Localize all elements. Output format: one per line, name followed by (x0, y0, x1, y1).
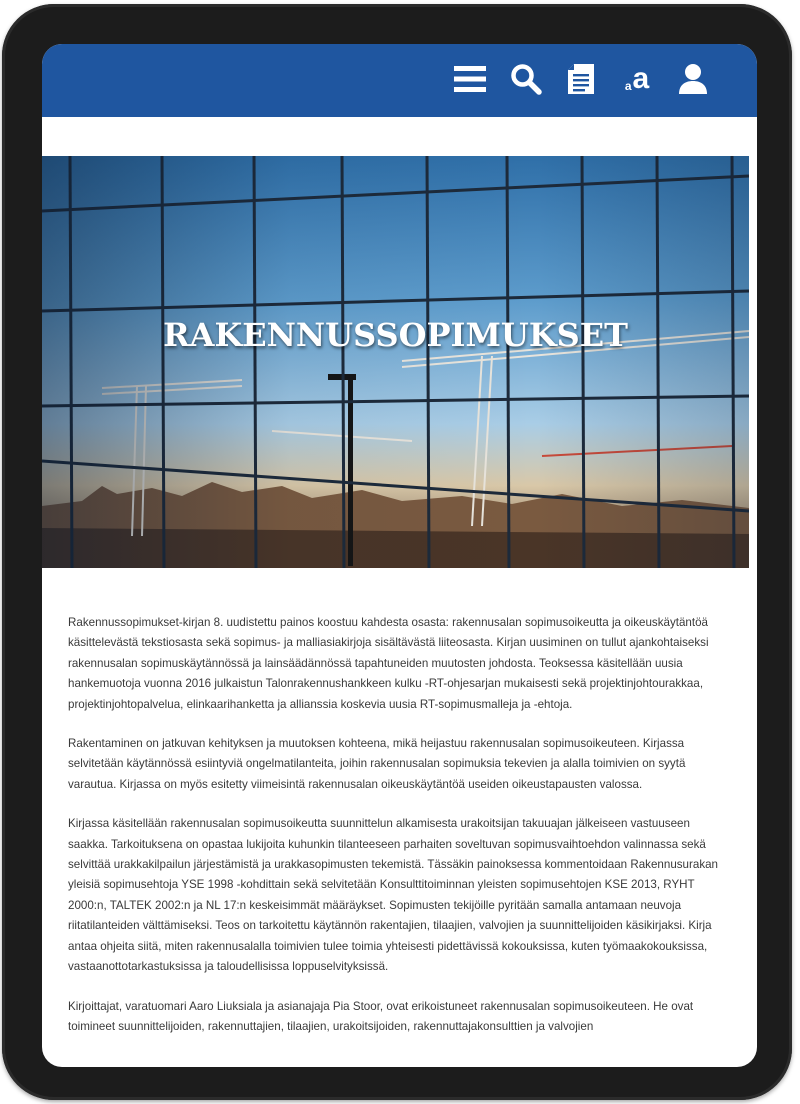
paragraph: Rakentaminen on jatkuvan kehityksen ja muutoksen kohteena, mikä heijastuu rakennusalan sopimusoikeuteen. Kirjassa selvitetään käytännössä esiintyviä ongelmatilanteita, joihin rakennusalan sopimuksia tekevien ja alalla toimivien on syytä varautua. Kirjassa on myös esitetty viimeisintä rakennusalan oikeuskäytäntöä useiden oikeustapausten valossa. (68, 737, 686, 791)
search-icon[interactable] (507, 60, 545, 98)
glass-facade-image (42, 156, 749, 568)
paragraph: Rakennussopimukset-kirjan 8. uudistettu painos koostuu kahdesta osasta: rakennusalan sopimusoikeutta ja oikeuskäytäntöä käsittelevästä tekstiosasta sekä sopimus- ja malliasiakirjoja sisältävästä liiteosasta. Kirjan uusiminen on tullut ajankohtaiseksi rakennusalan sopimuskäytännössä ja lainsäädännössä tapahtuneiden muutosten johdosta. Teoksessa käsitellään uusia hankemuotoja vuonna 2016 julkaistun Talonrakennushankkeen kulku -RT-ohjesarjan mukaisesti sekä projektinjohtourakkaa, projektinjohtopalvelua, elinkaarihanketta ja allianssia koskevia uusia RT-sopimusmalleja ja -ehtoja. (68, 616, 709, 711)
article-body (68, 613, 732, 1056)
hero-banner (42, 156, 749, 568)
paragraph: Kirjoittajat, varatuomari Aaro Liuksiala ja asianajaja Pia Stoor, ovat erikoistuneet rakennusalan sopimusoikeuteen. He ovat toimineet suunnittelijoiden, rakennuttajien, tilaajien, urakoitsijoiden, rakennuttajakonsulttien ja valvojien (68, 999, 694, 1033)
tablet-frame (2, 4, 792, 1100)
font-size-icon[interactable] (618, 60, 656, 98)
tablet-screen (42, 44, 757, 1067)
menu-icon[interactable] (451, 60, 489, 98)
paragraph: Kirjassa käsitellään rakennusalan sopimusoikeutta suunnittelun alkamisesta urakoitsijan takuuajan jälkeiseen vastuuseen saakka. Tarkoituksena on opastaa lukijoita kuhunkin tilanteeseen parhaiten soveltuvan sopimusvaihtoehdon valinnassa sekä selvittää urakkakilpailun järjestämistä ja urakkasopimusten tekemistä. Tässäkin painoksessa kommentoidaan Rakennusurakan yleisiä sopimusehtoja YSE 1998 -kohdittain sekä selvitetään Konsulttitoiminnan yleisten sopimusehtojen KSE 2013, RYHT 2000:n, TALTEK 2002:n ja NL 17:n keskeisimmät määräykset. Sopimusten tekijöille pyritään samalla antamaan neuvoja riitatilanteiden välttämiseksi. Teos on tarkoitettu käytännön rakentajien, tilaajien, valvojien ja suunnittelijoiden käsikirjaksi. Kirja antaa ohjeita siitä, miten rakennusalalla toimivien tulee toimia yhteisesti pidettävissä kokouksissa, kuten työmaakokouksissa, vastaanottotarkastuksissa ja taloudellisissa loppuselvityksissä. (68, 817, 719, 974)
hero-title: RAKENNUSSOPIMUKSET (163, 316, 628, 354)
top-navigation-bar (42, 44, 757, 117)
user-icon[interactable] (674, 60, 712, 98)
font-size-large-glyph: a (632, 62, 650, 95)
document-icon[interactable] (562, 60, 600, 98)
font-size-small-glyph: a (624, 79, 632, 93)
